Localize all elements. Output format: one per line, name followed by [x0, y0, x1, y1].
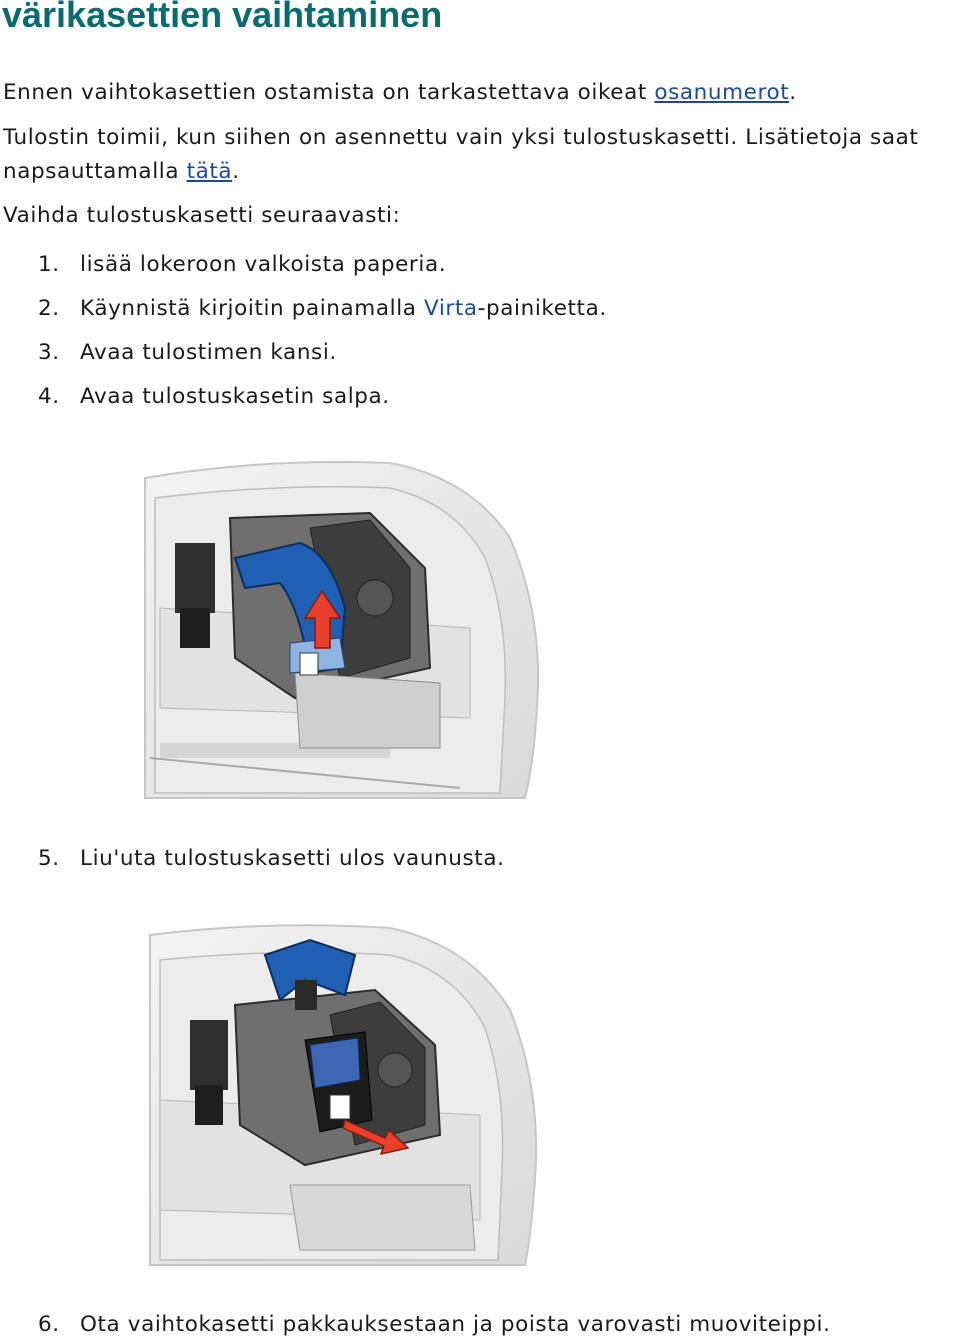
single-cartridge-text-2: napsauttamalla — [3, 159, 187, 184]
step-text: Ota vaihtokasetti pakkauksestaan ja poista varovasti muoviteippi. — [80, 1312, 831, 1337]
step-5 — [38, 846, 505, 871]
intro-period: . — [789, 80, 797, 105]
step-number: 6. — [38, 1312, 60, 1337]
power-button-term: Virta — [424, 296, 478, 321]
step-1 — [38, 252, 446, 277]
step-text: Avaa tulostuskasetin salpa. — [80, 384, 390, 409]
step-4 — [38, 384, 390, 409]
step-3 — [38, 340, 337, 365]
single-cartridge-period: . — [232, 159, 240, 184]
intro-paragraph — [3, 76, 958, 110]
step-number: 3. — [38, 340, 60, 365]
lead-text: Vaihda tulostuskasetti seuraavasti: — [3, 203, 401, 228]
step-text: Käynnistä kirjoitin painamalla — [80, 296, 424, 321]
part-numbers-link[interactable]: osanumerot — [654, 80, 790, 105]
single-cartridge-text: Tulostin toimii, kun siihen on asennettu vain yksi tulostuskasetti. Lisätietoja saat — [3, 125, 919, 150]
slide-cartridge-illustration — [140, 920, 545, 1270]
intro-text: Ennen vaihtokasettien ostamista on tarkastettava oikeat — [3, 80, 655, 105]
step-text: Avaa tulostimen kansi. — [80, 340, 337, 365]
step-number: 1. — [38, 252, 60, 277]
step-number: 5. — [38, 846, 60, 871]
more-info-link[interactable]: tätä — [186, 159, 233, 184]
page-title: värikasettien vaihtaminen — [2, 0, 443, 35]
step-text: lisää lokeroon valkoista paperia. — [80, 252, 447, 277]
step-2 — [38, 296, 607, 321]
open-latch-illustration — [140, 458, 545, 803]
step-6 — [38, 1312, 831, 1337]
step-number: 4. — [38, 384, 60, 409]
step-number: 2. — [38, 296, 60, 321]
single-cartridge-paragraph — [3, 121, 958, 189]
step-text-suffix: -painiketta. — [477, 296, 607, 321]
step-text: Liu'uta tulostuskasetti ulos vaunusta. — [80, 846, 505, 871]
